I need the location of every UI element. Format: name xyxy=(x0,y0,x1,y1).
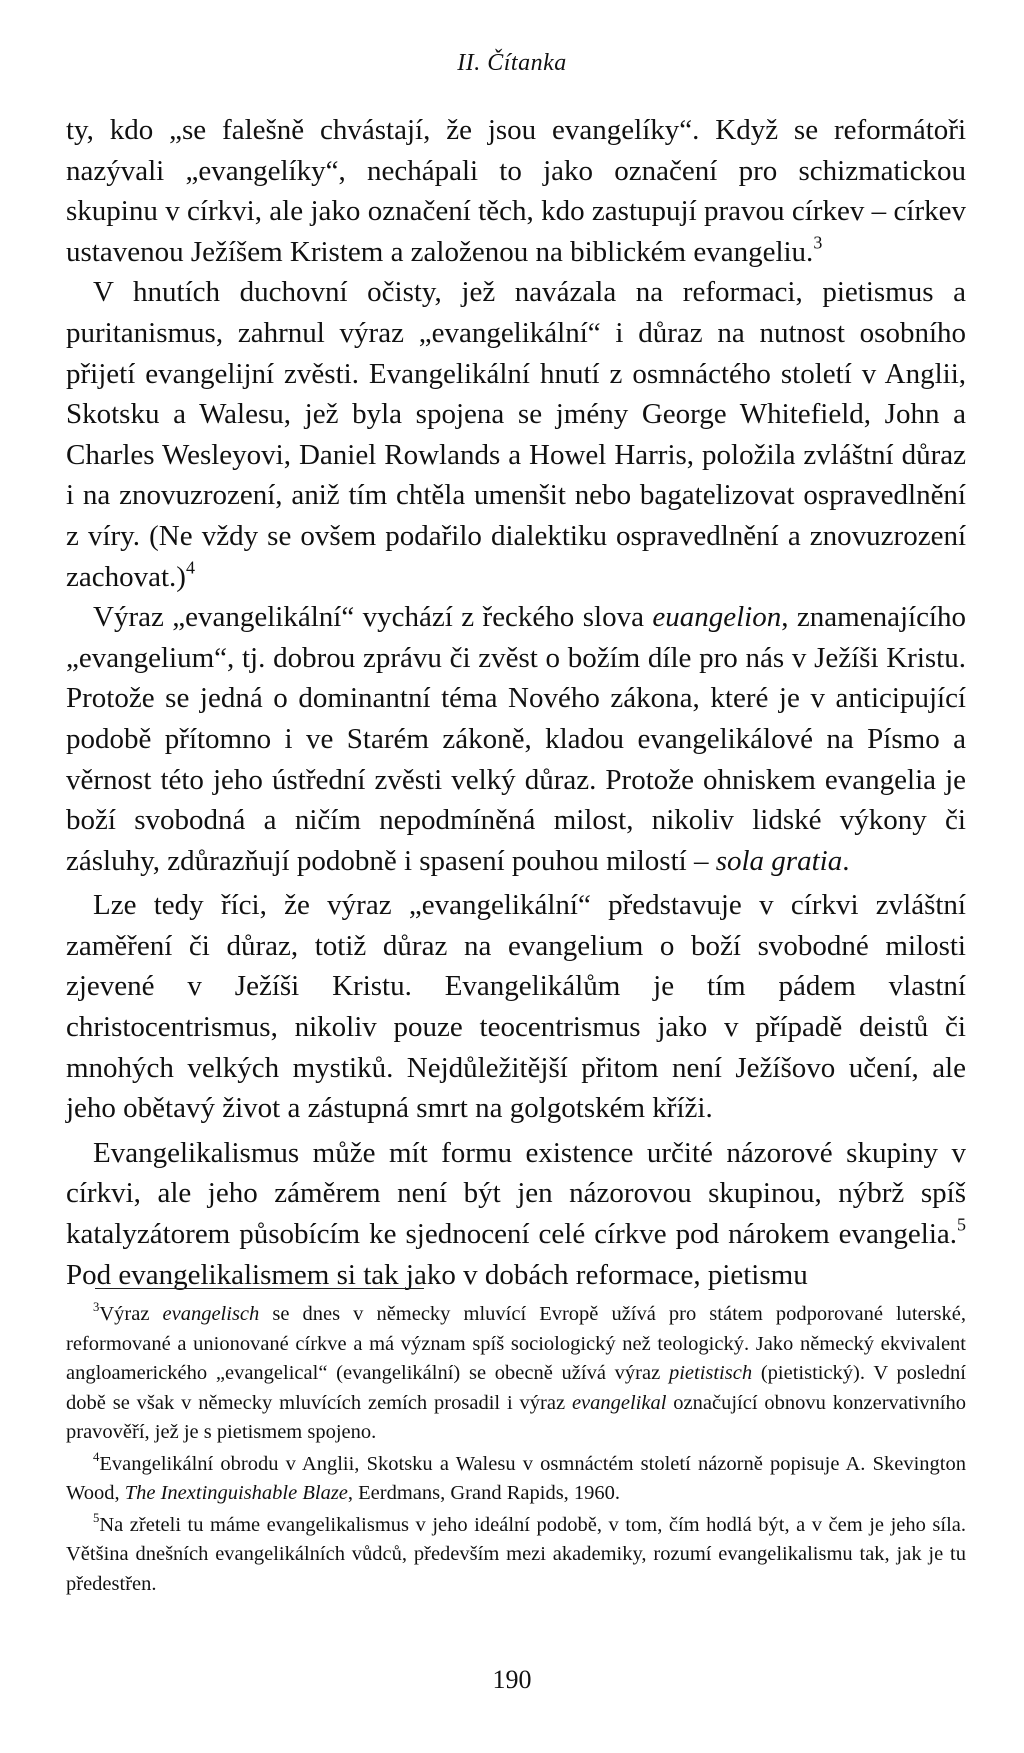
paragraph-5-text-a: Evangelikalismus může mít formu existence určité názorové skupiny v církvi, ale jeho záměrem není být jen názorovou skupinou, nýbrž spíš katalyzátorem působícím ke sjednocení celé církve pod nárokem evangelia. xyxy=(66,1136,966,1251)
footnote-5-text: Na zřeteli tu máme evangelikalismus v jeho ideální podobě, v tom, čím hodlá být, a v čem je jeho síla. Většina dnešních evangelikálních vůdců, především mezi akademiky, rozumí evangelikalismu tak, jak je tu předestřen. xyxy=(66,1513,966,1595)
footnote-3-text-a: Výraz xyxy=(99,1303,163,1325)
paragraph-5 xyxy=(66,1133,966,1295)
footnote-ref-4: 4 xyxy=(185,556,195,577)
footnote-3-text-b: se dnes v německy mluvící Evropě užívá pro státem podporované luterské, reformované a unionované církve a má význam spíš sociologický než teologický. Jako německý ekvivalent angloamerického „evangelical“ (evangelikální) se obecně užívá výraz xyxy=(66,1303,966,1384)
footnote-3-term-3: evangelikal xyxy=(571,1391,667,1414)
footnote-3-term-2: pietistisch xyxy=(668,1362,753,1384)
running-head: II. Čítanka xyxy=(457,50,567,76)
main-text xyxy=(66,110,966,1295)
footnote-3-term-1: evangelisch xyxy=(162,1303,260,1325)
paragraph-5-text-b: Pod evangelikalismem si tak jako v dobách reformace, pietismu xyxy=(66,1258,808,1291)
paragraph-1-text: ty, kdo „se falešně chvástají, že jsou evangelíky“. Když se reformátoři nazývali „evangelíky“, nechápali to jako označení pro schizmatickou skupinu v církvi, ale jako označení těch, kdo zastupují pravou církev – církev ustavenou Ježíšem Kristem a založenou na biblickém evangeliu. xyxy=(66,114,966,268)
page-number: 190 xyxy=(492,1665,532,1694)
term-euangelion: euangelion xyxy=(652,601,782,634)
paragraph-4: Lze tedy říci, že výraz „evangelikální“ představuje v církvi zvláštní zaměření či důraz, totiž důraz na evangelium o boží svobodné milosti zjevené v Ježíši Kristu. Evangelikálům je tím pádem vlastní christocentrismus, nikoliv pouze teocentrismus jako v případě deistů či mnohých velkých mystiků. Nejdůležitější přitom není Ježíšovo učení, ale jeho obětavý život a zástupná smrt na golgotském kříži. xyxy=(66,889,966,1125)
footnotes xyxy=(66,1300,966,1601)
footnote-4-text-a: Evangelikální obrodu v Anglii, Skotsku a Walesu v osmnáctém století názorně popisuje A. Skevington Wood, xyxy=(66,1452,966,1504)
footnote-3-text-c: (pietistický). V poslední době se však v německy mluvících zemích prosadil i výraz xyxy=(66,1362,967,1414)
footnote-3 xyxy=(66,1300,966,1448)
footnote-4-text-b: , Eerdmans, Grand Rapids, 1960. xyxy=(347,1482,621,1504)
footnote-5 xyxy=(66,1511,966,1600)
term-sola-gratia: sola gratia xyxy=(715,844,843,877)
paragraph-2-text: V hnutích duchovní očisty, jež navázala na reformaci, pietismus a puritanismus, zahrnul výraz „evangelikální“ i důraz na nutnost osobního přijetí evangelijní zvěsti. Evangelikální hnutí z osmnáctého století v Anglii, Skotsku a Walesu, jež byla spojena se jmény George Whitefield, John a Charles Wesleyovi, Daniel Rowlands a Howel Harris, položila zvláštní důraz i na znovuzrození, aniž tím chtěla umenšit nebo bagatelizovat ospravedlnění z víry. (Ne vždy se ovšem podařilo dialektiku ospravedlnění a znovuzrození zachovat.) xyxy=(66,276,966,593)
footnote-4-book-title: The Inextinguishable Blaze xyxy=(124,1482,348,1504)
footnote-3-number: 3 xyxy=(93,1300,100,1315)
footnote-3-text-d: označující obnovu konzervativního pravověří, jež je s pietismem spojeno. xyxy=(66,1391,966,1443)
footnote-separator xyxy=(95,1288,424,1289)
footnote-5-number: 5 xyxy=(93,1510,100,1525)
paragraph-3-text-a: Výraz „evangelikální“ vychází z řeckého slova xyxy=(93,601,653,634)
paragraph-2 xyxy=(66,272,966,597)
paragraph-3 xyxy=(66,597,966,881)
footnote-ref-3: 3 xyxy=(813,232,823,253)
footnote-4-number: 4 xyxy=(93,1449,100,1464)
footnote-4 xyxy=(66,1450,966,1509)
paragraph-3-text-c: . xyxy=(842,844,850,877)
footnote-ref-5: 5 xyxy=(957,1214,966,1235)
paragraph-3-text-b: , znamenajícího „evangelium“, tj. dobrou zprávu či zvěst o božím díle pro nás v Ježíši Kristu. Protože se jedná o dominantní téma Nového zákona, které je v anticipující podobě přítomno i ve Starém zákoně, kladou evangelikálové na Písmo a věrnost této jeho ústřední zvěsti velký důraz. Protože ohniskem evangelia je boží svobodná a ničím nepodmíněná milost, nikoliv lidské výkony či zásluhy, zdůrazňují podobně i spasení pouhou milostí – xyxy=(66,601,966,877)
paragraph-1 xyxy=(66,110,966,272)
